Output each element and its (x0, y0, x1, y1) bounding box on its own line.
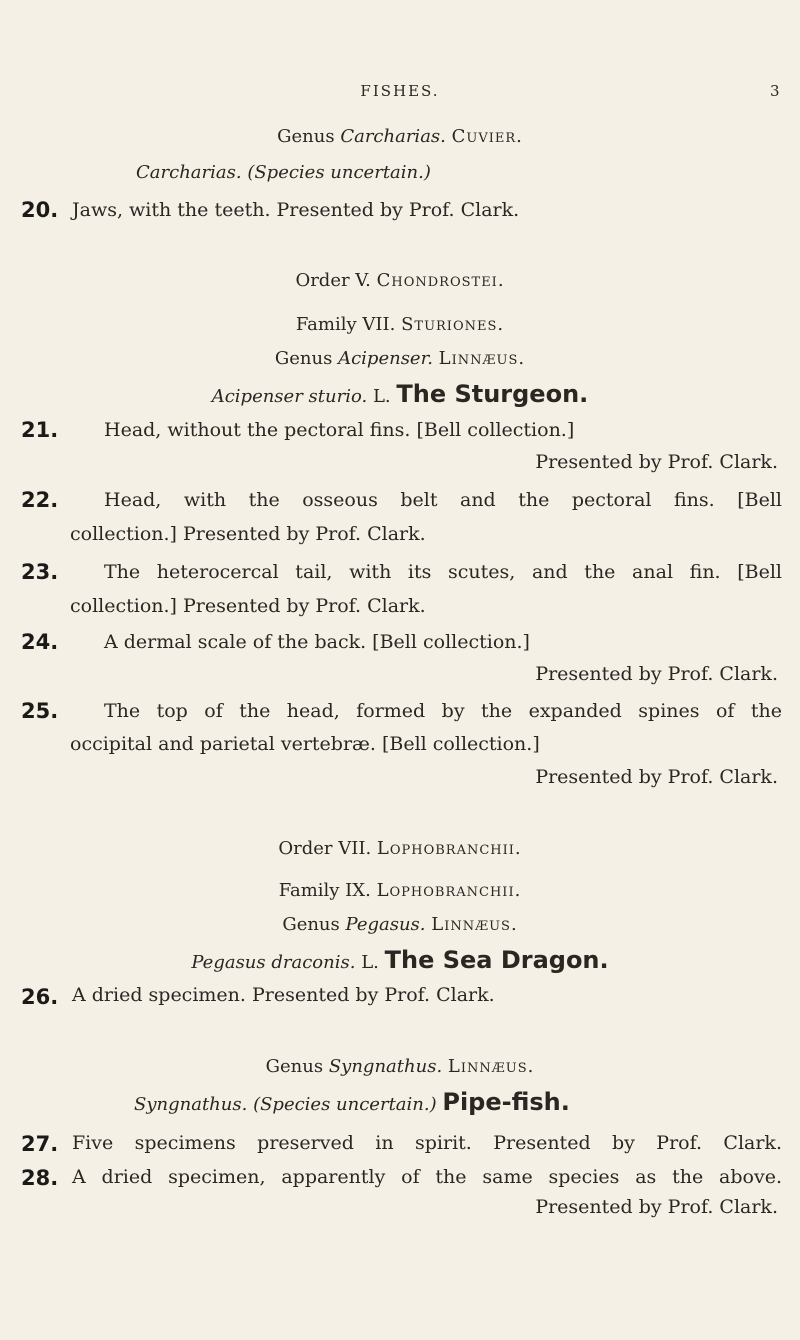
genus-label: Genus (265, 1056, 324, 1077)
species-name: Carcharias. (136, 162, 242, 183)
genus-authority: Cuvier. (451, 126, 523, 147)
species-name: Syngnathus. (134, 1094, 248, 1115)
species-name: Acipenser sturio. (211, 386, 368, 407)
genus-name: Carcharias. (340, 126, 446, 147)
running-head: FISHES. (360, 82, 440, 100)
common-name: Pipe-fish. (442, 1088, 570, 1116)
family-name: Sturiones. (401, 314, 505, 335)
entry-text: A dermal scale of the back. [Bell collection.] (104, 631, 530, 653)
entry-text: A dried specimen, apparently of the same species as the above. (72, 1166, 782, 1188)
order-label: Order V. (295, 270, 371, 291)
family-name: Lophobranchii. (376, 880, 522, 901)
order-name: Chondrostei. (376, 270, 505, 291)
genus-name: Acipenser. (338, 348, 433, 369)
entry-text: Head, with the osseous belt and the pectoral fins. [Bell (104, 489, 782, 511)
order-v-heading (0, 270, 800, 291)
species-name: Pegasus draconis. (191, 952, 356, 973)
genus-label: Genus (277, 126, 335, 147)
family-label: Family IX. (278, 880, 371, 901)
family-label: Family VII. (295, 314, 396, 335)
species-note: (Species uncertain.) (247, 162, 431, 183)
entry-credit: Presented by Prof. Clark. (535, 451, 778, 473)
entry-credit: Presented by Prof. Clark. (535, 1196, 778, 1218)
entry-text: Head, without the pectoral fins. [Bell collection.] (104, 419, 575, 441)
genus-acipenser-heading (0, 348, 800, 369)
common-name: The Sea Dragon. (384, 946, 609, 974)
genus-pegasus-heading (0, 914, 800, 935)
common-name: The Sturgeon. (396, 380, 589, 408)
entry-text: The heterocercal tail, with its scutes, and the anal fin. [Bell (104, 561, 782, 583)
entry-text: The top of the head, formed by the expanded spines of the (104, 700, 782, 722)
genus-carcharias-heading (0, 126, 800, 147)
entry-number: 28. (21, 1166, 59, 1190)
entry-number: 20. (21, 198, 59, 222)
entry-number: 24. (21, 630, 59, 654)
entry-text-continued: collection.] Presented by Prof. Clark. (70, 595, 426, 617)
acipenser-sturio-heading (0, 380, 800, 408)
entry-text: A dried specimen. Presented by Prof. Clark. (72, 984, 495, 1006)
carcharias-species-line (136, 162, 431, 183)
family-vii-heading (0, 314, 800, 335)
entry-number: 25. (21, 699, 59, 723)
entry-number: 27. (21, 1132, 59, 1156)
entry-text: Five specimens preserved in spirit. Presented by Prof. Clark. (72, 1132, 782, 1154)
entry-credit: Presented by Prof. Clark. (535, 663, 778, 685)
genus-label: Genus (282, 914, 340, 935)
family-ix-heading (0, 880, 800, 901)
entry-credit: Presented by Prof. Clark. (535, 766, 778, 788)
order-name: Lophobranchii. (376, 838, 522, 859)
species-note: (Species uncertain.) (253, 1094, 437, 1115)
genus-name: Syngnathus. (328, 1056, 443, 1077)
order-label: Order VII. (278, 838, 372, 859)
entry-number: 22. (21, 488, 59, 512)
entry-number: 26. (21, 985, 59, 1009)
genus-authority: Linnæus. (438, 348, 526, 369)
species-authority: L. (361, 952, 379, 973)
syngnathus-species-line (134, 1088, 570, 1116)
species-authority: L. (372, 386, 391, 407)
order-vii-heading (0, 838, 800, 859)
page-number: 3 (770, 82, 780, 100)
pegasus-draconis-heading (0, 946, 800, 974)
entry-text-continued: occipital and parietal vertebræ. [Bell collection.] (70, 733, 540, 755)
genus-name: Pegasus. (345, 914, 426, 935)
entry-number: 21. (21, 418, 59, 442)
genus-authority: Linnæus. (431, 914, 518, 935)
entry-number: 23. (21, 560, 59, 584)
genus-label: Genus (274, 348, 333, 369)
entry-text: Jaws, with the teeth. Presented by Prof. Clark. (72, 199, 520, 221)
entry-text-continued: collection.] Presented by Prof. Clark. (70, 523, 426, 545)
genus-authority: Linnæus. (447, 1056, 535, 1077)
genus-syngnathus-heading (0, 1056, 800, 1077)
